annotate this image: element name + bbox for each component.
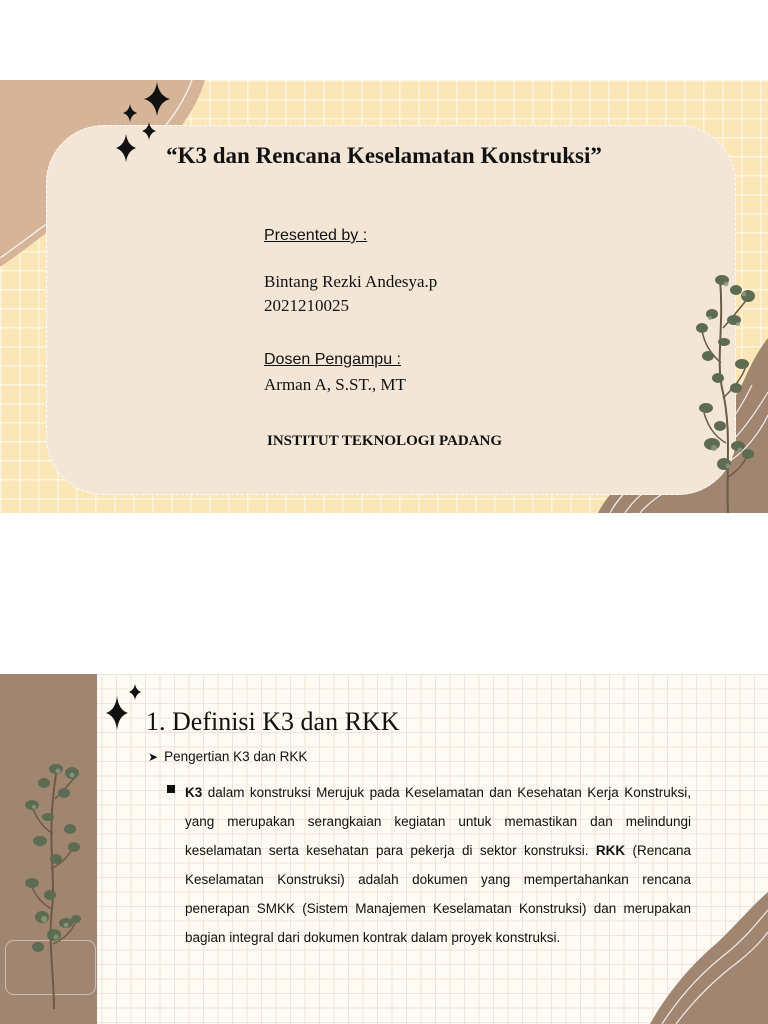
rkk-term: RKK	[595, 843, 626, 858]
k3-term: K3	[185, 785, 203, 800]
lecturer-label: Dosen Pengampu :	[264, 351, 401, 368]
lecturer-name: Arman A, S.ST., MT	[264, 375, 406, 394]
rkk-definition: (Rencana Keselamatan Konstruksi) adalah dokumen yang mempertahankan rencana penerapan SMKK (Sistem Manajemen Keselamatan Konstruksi) dan merupakan bagian integral dari dokumen kontrak dalam proyek konstruksi.	[185, 843, 691, 945]
plant-sprig-icon	[20, 759, 84, 1009]
slide-title: “K3 dan Rencana Keselamatan Konstruksi”	[166, 143, 602, 168]
presenter-name: Bintang Rezki Andesya.p	[264, 272, 438, 291]
title-slide	[0, 80, 768, 513]
presented-by-label: Presented by :	[264, 227, 368, 244]
institution-name: INSTITUT TEKNOLOGI PADANG	[267, 433, 503, 449]
sub-bullet	[148, 749, 307, 764]
presenter-id: 2021210025	[264, 296, 349, 315]
arrow-bullet-icon: ➤	[148, 750, 159, 764]
content-slide	[0, 674, 768, 1024]
sparkle-icon	[104, 684, 146, 732]
section-heading: 1. Definisi K3 dan RKK	[146, 707, 400, 736]
sub-bullet-text: Pengertian K3 dan RKK	[164, 749, 308, 764]
k3-definition: dalam konstruksi Merujuk pada Keselamatan dan Kesehatan Kerja Konstruksi, yang merupakan serangkaian kegiatan untuk memastikan dan melindungi keselamatan serta kesehatan para pekerja di sektor konstruksi.	[185, 785, 691, 858]
plant-sprig-icon	[690, 268, 762, 513]
square-bullet-icon	[167, 785, 175, 793]
definition-paragraph	[185, 778, 691, 952]
